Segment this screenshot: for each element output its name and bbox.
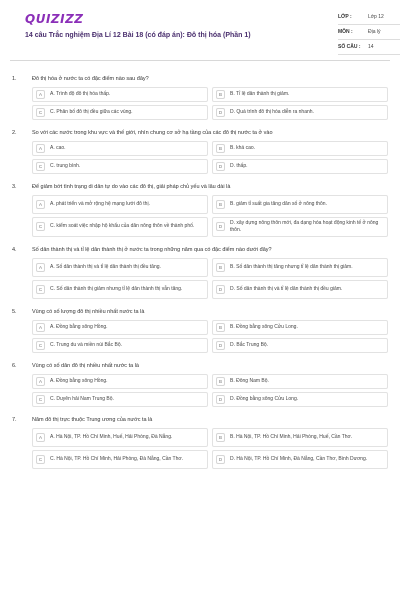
option-text: C. Duyên hải Nam Trung Bộ. [50, 395, 114, 402]
answer-option-a[interactable] [32, 258, 208, 277]
option-letter-badge: B [216, 200, 225, 209]
answer-option-a[interactable] [32, 141, 208, 156]
option-text: D. Hà Nội, TP. Hồ Chí Minh, Đà Nẵng, Cần Thơ, Bình Dương. [230, 455, 368, 462]
meta-value: 14 [368, 44, 374, 50]
option-letter-badge: C [36, 162, 45, 171]
option-letter-badge: A [36, 144, 45, 153]
option-letter-badge: D [216, 341, 225, 350]
option-text: D. xây dựng nông thôn mới, đa dạng hóa hoạt động kinh tế ở nông thôn. [230, 220, 379, 233]
option-letter-badge: C [36, 222, 45, 231]
option-letter-badge: D [216, 162, 225, 171]
answer-options [12, 428, 388, 469]
answer-option-d[interactable] [212, 392, 388, 407]
meta-row-count [338, 40, 400, 55]
option-text: C. kiểm soát việc nhập hộ khẩu của dân nông thôn về thành phố. [50, 223, 195, 230]
option-text: B. Số dân thành thị tăng nhưng tỉ lệ dân thành thị giảm. [230, 263, 353, 270]
question-text: Để giảm bớt tình trạng di dân tự do vào các đô thị, giải pháp chủ yếu và lâu dài là [32, 184, 231, 190]
answer-options [12, 195, 388, 237]
option-text: D. Đồng bằng sông Cửu Long. [230, 395, 299, 402]
option-letter-badge: C [36, 285, 45, 294]
question-text: Năm đô thị trực thuộc Trung ương của nước ta là [32, 416, 153, 423]
answer-option-a[interactable] [32, 428, 208, 447]
question-item [12, 417, 388, 469]
option-letter-badge: D [216, 285, 225, 294]
question-text-row [12, 130, 388, 136]
answer-option-c[interactable] [32, 159, 208, 174]
option-text: A. phát triển và mở rộng hệ mạng lưới đô thị. [50, 201, 150, 208]
answer-option-b[interactable] [212, 87, 388, 102]
question-text-row [12, 363, 388, 369]
option-letter-badge: D [216, 455, 225, 464]
option-letter-badge: D [216, 108, 225, 117]
answer-option-a[interactable] [32, 374, 208, 389]
question-number: 1. [12, 76, 17, 82]
answer-option-d[interactable] [212, 338, 388, 353]
meta-value: Địa lý [368, 29, 381, 35]
option-text: C. Hà Nội, TP. Hồ Chí Minh, Hải Phòng, Đà Nẵng, Cần Thơ. [50, 455, 184, 462]
option-letter-badge: A [36, 323, 45, 332]
option-text: C. trung bình. [50, 163, 81, 170]
header [12, 0, 388, 50]
option-text: B. Đông Nam Bộ. [230, 377, 269, 384]
answer-options [12, 320, 388, 353]
question-number: 3. [12, 184, 17, 190]
answer-option-b[interactable] [212, 195, 388, 214]
question-text: Vùng có số lượng đô thị nhiều nhất nước ta là [32, 308, 145, 315]
question-item [12, 76, 388, 120]
question-number: 7. [12, 416, 17, 423]
option-text: D. Số dân thành thị và tỉ lệ dân thành thị đều giảm. [230, 285, 343, 292]
question-text: So với các nước trong khu vực và thế giới, nhìn chung cơ sở hạ tầng của các đô thị nước ta ở vào [32, 130, 273, 136]
option-letter-badge: C [36, 341, 45, 350]
question-item [12, 184, 388, 237]
meta-row-grade [338, 10, 400, 25]
question-text-row [12, 309, 388, 315]
question-text: Đô thị hóa ở nước ta có đặc điểm nào sau đây? [32, 76, 149, 82]
option-text: B. giảm tỉ suất gia tăng dân số ở nông thôn. [230, 201, 327, 208]
meta-value: Lớp 12 [368, 14, 384, 20]
question-item [12, 309, 388, 353]
option-letter-badge: C [36, 395, 45, 404]
meta-key: MÔN : [338, 29, 353, 35]
question-text-row [12, 417, 388, 423]
answer-option-b[interactable] [212, 141, 388, 156]
quizizz-logo[interactable]: QUIZIZZ [25, 12, 84, 26]
option-text: C. Trung du và miền núi Bắc Bộ. [50, 341, 122, 348]
answer-option-c[interactable] [32, 392, 208, 407]
option-text: C. Số dân thành thị giảm nhưng tỉ lệ dân thành thị vẫn tăng. [50, 285, 183, 292]
option-letter-badge: A [36, 377, 45, 386]
option-letter-badge: B [216, 144, 225, 153]
answer-option-a[interactable] [32, 87, 208, 102]
answer-option-a[interactable] [32, 195, 208, 214]
option-letter-badge: B [216, 323, 225, 332]
question-text-row [12, 76, 388, 82]
meta-key: LỚP : [338, 14, 352, 20]
option-letter-badge: A [36, 263, 45, 272]
answer-option-d[interactable] [212, 217, 388, 237]
question-text-row [12, 184, 388, 190]
option-text: B. Tỉ lệ dân thành thị giảm. [230, 91, 290, 98]
answer-option-c[interactable] [32, 338, 208, 353]
answer-option-c[interactable] [32, 280, 208, 299]
option-letter-badge: A [36, 90, 45, 99]
question-number: 2. [12, 130, 17, 136]
option-letter-badge: D [216, 222, 225, 231]
option-text: A. cao. [50, 145, 66, 152]
option-letter-badge: B [216, 263, 225, 272]
answer-options [12, 87, 388, 120]
option-text: D. thấp. [230, 163, 248, 170]
option-letter-badge: A [36, 200, 45, 209]
option-letter-badge: B [216, 377, 225, 386]
option-letter-badge: B [216, 433, 225, 442]
meta-panel [338, 10, 400, 55]
answer-options [12, 141, 388, 174]
answer-option-a[interactable] [32, 320, 208, 335]
answer-option-d[interactable] [212, 105, 388, 120]
option-letter-badge: D [216, 395, 225, 404]
answer-option-b[interactable] [212, 258, 388, 277]
question-item [12, 247, 388, 299]
meta-row-subject [338, 25, 400, 40]
header-divider [10, 60, 390, 61]
question-item [12, 130, 388, 174]
page-title: 14 câu Trắc nghiệm Địa Lí 12 Bài 18 (có đáp án): Đô thị hóa (Phần 1) [25, 32, 251, 39]
answer-option-d[interactable] [212, 450, 388, 469]
option-text: A. Đồng bằng sông Hồng. [50, 323, 108, 330]
answer-option-b[interactable] [212, 374, 388, 389]
option-text: C. Phân bố đô thị đều giữa các vùng. [50, 109, 133, 116]
option-text: B. Hà Nội, TP. Hồ Chí Minh, Hải Phòng, Huế, Cần Thơ. [230, 433, 353, 440]
question-text: Số dân thành thị và tỉ lệ dân thành thị ở nước ta trong những năm qua có đặc điểm nào dưới đây? [32, 246, 272, 253]
option-text: A. Số dân thành thị và tỉ lệ dân thành thị đều tăng. [50, 263, 161, 270]
option-text: B. Đồng bằng sông Cửu Long. [230, 323, 298, 330]
meta-key: SỐ CÂU : [338, 44, 361, 50]
option-letter-badge: C [36, 108, 45, 117]
question-item [12, 363, 388, 407]
question-number: 5. [12, 308, 17, 315]
question-text-row [12, 247, 388, 253]
answer-option-c[interactable] [32, 217, 208, 237]
option-text: A. Hà Nội, TP. Hồ Chí Minh, Huế, Hải Phòng, Đà Nẵng. [50, 433, 173, 440]
question-number: 4. [12, 246, 17, 253]
question-text: Vùng có số dân đô thị nhiều nhất nước ta là [32, 362, 139, 369]
option-text: A. Đồng bằng sông Hồng. [50, 377, 108, 384]
option-text: A. Trình độ đô thị hóa thấp. [50, 91, 111, 98]
answer-option-c[interactable] [32, 450, 208, 469]
option-letter-badge: B [216, 90, 225, 99]
answer-options [12, 258, 388, 299]
answer-option-b[interactable] [212, 428, 388, 447]
answer-option-b[interactable] [212, 320, 388, 335]
option-letter-badge: A [36, 433, 45, 442]
option-text: D. Bắc Trung Bộ. [230, 341, 269, 348]
option-text: B. khá cao. [230, 145, 256, 152]
question-list [12, 76, 388, 479]
answer-option-c[interactable] [32, 105, 208, 120]
option-letter-badge: C [36, 455, 45, 464]
answer-option-d[interactable] [212, 280, 388, 299]
answer-option-d[interactable] [212, 159, 388, 174]
answer-options [12, 374, 388, 407]
question-number: 6. [12, 362, 17, 369]
option-text: D. Quá trình đô thị hóa diễn ra nhanh. [230, 109, 314, 116]
